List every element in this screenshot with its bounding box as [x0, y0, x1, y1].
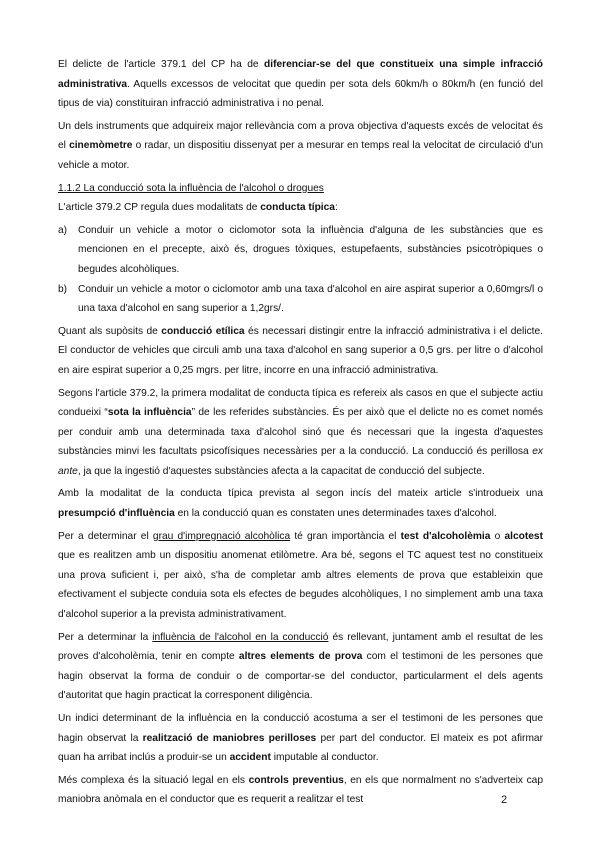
underlined-term: grau d'impregnació alcohòlica [152, 530, 291, 542]
paragraph-3: L'article 379.2 CP regula dues modalitats de conducta típica: [58, 202, 338, 214]
emphasis: diferenciar-se del que constitueix una simple infracció administrativa [58, 59, 543, 90]
emphasis: sota la influència [107, 407, 192, 419]
page-number: 2 [501, 794, 508, 806]
emphasis: accident [229, 752, 271, 764]
emphasis: cinemòmetre [69, 140, 133, 152]
emphasis: presumpció d'influència [58, 508, 175, 520]
paragraph-5: Segons l'article 379.2, la primera modalitat de conducta típica es refereix als casos en que el subjecte actiu condueixi “sota la influència” de les referides substàncies. És per això que el delicte no es comet només per conduir amb una determinada taxa d'alcohol sinó que és necessari que la ingesta d'aquestes substàncies minvi les facultats psicofísiques necessàries per a la conducció. La conducció és perillosa ex ante, ja que la ingestió d'aquestes substàncies afecta a la capacitat de conducció del subjecte. [58, 387, 543, 477]
paragraph-8: Per a determinar la influència de l'alcohol en la conducció és rellevant, juntament amb el resultat de les proves d'alcoholèmia, tenir en compte altres elements de prova com el testimoni de les persones que hagin observat la forma de conduir o de comportar-se del conductor, particularment el dels agents d'autoritat que hagin practicat la corresponent diligència. [58, 631, 544, 702]
italic-term: ex ante [58, 446, 543, 477]
emphasis: conducta típica [260, 202, 335, 214]
paragraph-7: Per a determinar el grau d'impregnació alcohòlica té gran importància el test d'alcoholèmia o alcotest que es realitzen amb un dispositiu anomenat etilòmetre. Ara bé, segons el TC aquest test no constitueix una prova suficient i, per això, s'ha de completar amb altres elements de prova que estableixin que efectivament el subjecte conduia sota els efectes de begudes alcohòliques, I no simplement amb una taxa d'alcohol superior a la prevista administrativament. [58, 530, 543, 621]
conduct-list [58, 221, 543, 319]
paragraph-9: Un indici determinant de la influència en la conducció acostuma a ser el testimoni de les persones que hagin observat la realització de maniobres perilloses per part del conductor. El mateix es pot afirmar quan ha arribat inclús a produir-se un accident imputable al conductor. [58, 713, 543, 764]
document-page [58, 55, 543, 813]
list-text: Conduir un vehicle a motor o ciclomotor sota la influència d'alguna de les substàncies que es mencionen en el precepte, això és, drogues tòxiques, estupefaents, substàncies psicotròpiques o begudes alcohòliques. [78, 224, 543, 275]
emphasis: altres elements de prova [238, 651, 363, 663]
emphasis: controls preventius [248, 774, 344, 786]
paragraph-10: Més complexa és la situació legal en els controls preventius, en els que normalment no s'adverteix cap maniobra anòmala en el conductor que es requerit a realitzar el test [58, 774, 543, 806]
list-item [58, 280, 543, 319]
paragraph-6: Amb la modalitat de la conducta típica prevista al segon incís del mateix article s'introdueix una presumpció d'influència en la conducció quan es constaten unes determinades taxes d'alcohol. [58, 488, 543, 520]
emphasis: conducció etílica [161, 325, 245, 337]
emphasis: alcotest [504, 530, 543, 542]
paragraph-1: El delicte de l'article 379.1 del CP ha de diferenciar-se del que constitueix una simple infracció administrativa. Aquells excessos de velocitat que quedin per sota dels 60km/h o 80km/h (en funció del tipus de via) constituiran infracció administrativa i no penal. [58, 59, 543, 110]
emphasis: test d'alcoholèmia [400, 530, 491, 542]
list-text: Conduir un vehicle a motor o ciclomotor amb una taxa d'alcohol en aire aspirat superior a 0,60mgrs/l o una taxa d'alcohol en sang superior a 1,2grs/. [78, 283, 543, 315]
underlined-term: influència de l'alcohol en la conducció [152, 631, 329, 643]
section-heading: 1.1.2 La conducció sota la influència de l'alcohol o drogues [58, 182, 324, 194]
list-marker: a) [58, 224, 68, 236]
paragraph-4: Quant als supòsits de conducció etílica és necessari distingir entre la infracció administrativa i el delicte. El conductor de vehicles que circuli amb una taxa d'alcohol en sang superior a 0,5 grs. per litre o d'alcohol en aire espirat superior a 0,25 mgrs. per litre, incorre en una infracció administrativa. [58, 325, 543, 376]
paragraph-2: Un dels instruments que adquireix major rellevància com a prova objectiva d'aquests excés de velocitat és el cinemòmetre o radar, un dispositiu dissenyat per a mesurar en temps real la velocitat de circulació d'un vehicle a motor. [58, 120, 543, 171]
emphasis: realització de maniobres perilloses [142, 732, 317, 744]
list-item [58, 221, 543, 280]
list-marker: b) [58, 283, 68, 295]
